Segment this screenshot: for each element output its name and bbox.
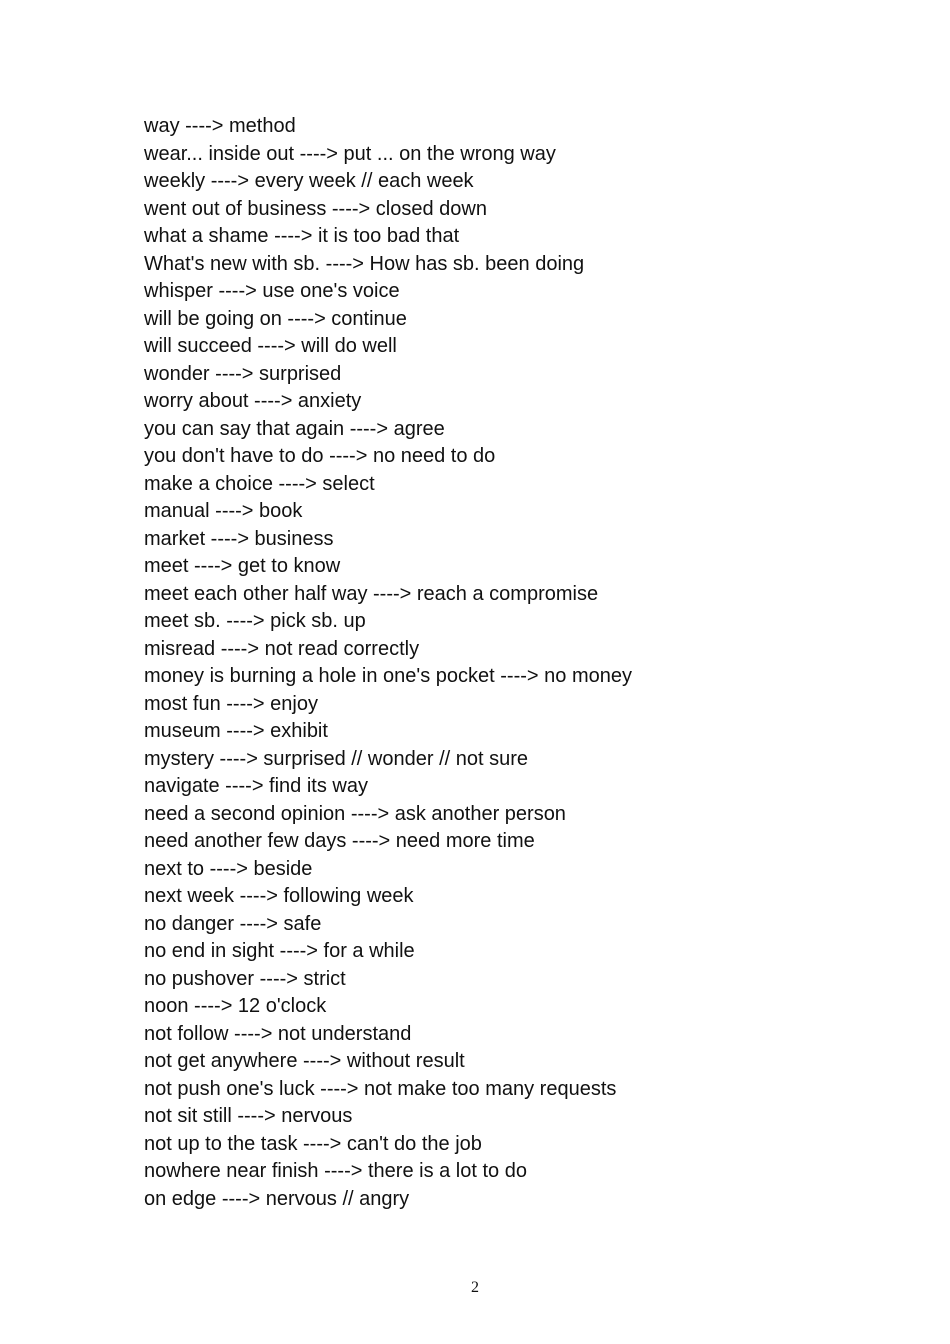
- list-item: meet each other half way ----> reach a compromise: [144, 582, 599, 605]
- list-item: not follow ----> not understand: [144, 1022, 412, 1045]
- list-item: meet sb. ----> pick sb. up: [144, 610, 366, 632]
- list-item: on edge ----> nervous // angry: [144, 1187, 410, 1210]
- list-item: next week ----> following week: [144, 885, 414, 907]
- list-item: worry about ----> anxiety: [144, 390, 362, 412]
- list-item: make a choice ----> select: [144, 472, 375, 495]
- list-item: way ----> method: [144, 115, 296, 137]
- list-item: no end in sight ----> for a while: [144, 940, 415, 962]
- list-item: navigate ----> find its way: [144, 775, 368, 797]
- list-item: will be going on ----> continue: [144, 307, 407, 330]
- phrase-list: [144, 113, 632, 1213]
- list-item: need a second opinion ----> ask another person: [144, 802, 566, 825]
- list-item: no danger ----> safe: [144, 912, 322, 935]
- list-item: you can say that again ----> agree: [144, 417, 445, 440]
- list-item: wear... inside out ----> put ... on the wrong way: [144, 142, 556, 165]
- page-number: 2: [471, 1279, 479, 1296]
- list-item: next to ----> beside: [144, 857, 313, 880]
- list-item: money is burning a hole in one's pocket ----> no money: [144, 665, 632, 687]
- list-item: no pushover ----> strict: [144, 967, 346, 990]
- list-item: meet ----> get to know: [144, 555, 341, 577]
- list-item: whisper ----> use one's voice: [144, 280, 400, 302]
- list-item: wonder ----> surprised: [144, 362, 342, 385]
- list-item: What's new with sb. ----> How has sb. been doing: [144, 252, 585, 275]
- list-item: you don't have to do ----> no need to do: [144, 445, 496, 467]
- list-item: weekly ----> every week // each week: [144, 170, 474, 192]
- list-item: will succeed ----> will do well: [144, 335, 397, 357]
- list-item: not push one's luck ----> not make too many requests: [144, 1077, 617, 1100]
- list-item: misread ----> not read correctly: [144, 637, 420, 660]
- list-item: not up to the task ----> can't do the job: [144, 1132, 482, 1155]
- list-item: not get anywhere ----> without result: [144, 1050, 465, 1072]
- list-item: what a shame ----> it is too bad that: [144, 225, 460, 247]
- list-item: most fun ----> enjoy: [144, 692, 318, 715]
- list-item: nowhere near finish ----> there is a lot to do: [144, 1160, 527, 1182]
- list-item: not sit still ----> nervous: [144, 1105, 353, 1127]
- list-item: manual ----> book: [144, 500, 303, 522]
- list-item: noon ----> 12 o'clock: [144, 995, 327, 1017]
- list-item: went out of business ----> closed down: [144, 197, 487, 220]
- list-item: mystery ----> surprised // wonder // not sure: [144, 747, 529, 770]
- list-item: museum ----> exhibit: [144, 720, 328, 742]
- list-item: need another few days ----> need more time: [144, 830, 535, 852]
- list-item: market ----> business: [144, 527, 334, 550]
